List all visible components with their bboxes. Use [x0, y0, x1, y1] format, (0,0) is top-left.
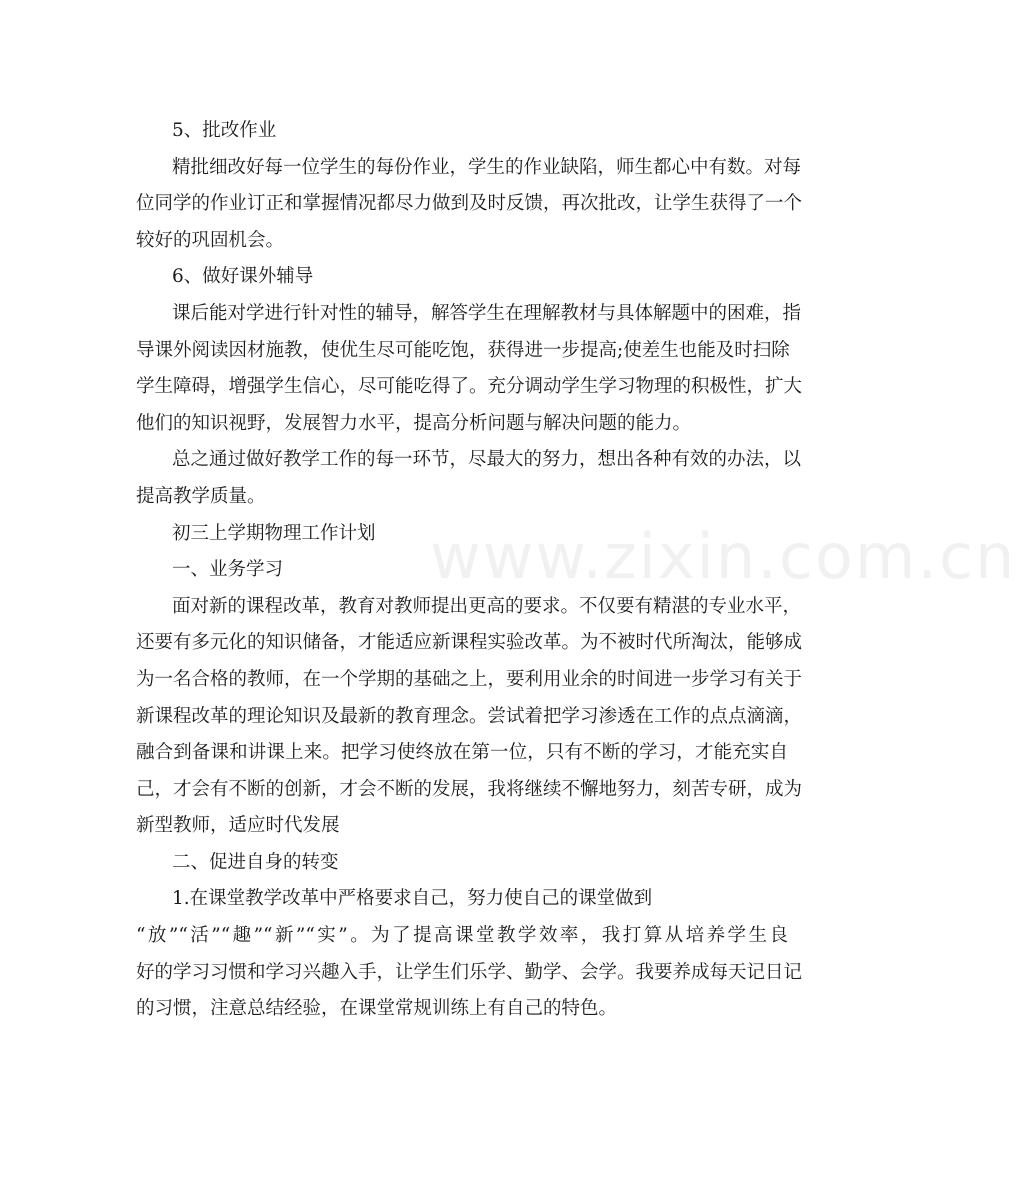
plan-title: 初三上学期物理工作计划 [172, 522, 376, 544]
paragraph-line: 新型教师，适应时代发展 [136, 815, 340, 837]
paragraph-line: 精批细改好每一位学生的每份作业，学生的作业缺陷，师生都心中有数。对每 [172, 156, 802, 178]
paragraph-line: 融合到备课和讲课上来。把学习使终放在第一位，只有不断的学习，才能充实自 [136, 742, 788, 764]
section-plan [136, 516, 803, 845]
paragraph-line: 较好的巩固机会。 [136, 229, 285, 251]
paragraph-line: 好的学习习惯和学习兴趣入手，让学生们乐学、勤学、会学。我要养成每天记日记 [136, 961, 803, 983]
section-tutoring [136, 259, 803, 442]
paragraph-line: 提高教学质量。 [136, 485, 266, 507]
paragraph-line: 新课程改革的理论知识及最新的教育理念。尝试着把学习渗透在工作的点点滴滴， [136, 705, 803, 727]
paragraph-line: 面对新的课程改革，教育对教师提出更高的要求。不仅要有精湛的专业水平， [172, 595, 802, 617]
paragraph-line: 1.在课堂教学改革中严格要求自己，努力使自己的课堂做到 [172, 888, 653, 910]
paragraph-line: 总之通过做好教学工作的每一环节，尽最大的努力，想出各种有效的办法，以 [172, 449, 802, 471]
paragraph-line: “放”“活”“趣”“新”“实”。为了提高课堂教学效率，我打算从培养学生良 [136, 925, 788, 947]
paragraph-line: 导课外阅读因材施教，使优生尽可能吃饱，获得进一步提高;使差生也能及时扫除 [136, 339, 790, 361]
watermark-text: www.zixin.com.cn [430, 520, 1016, 593]
paragraph-line: 课后能对学进行针对性的辅导，解答学生在理解教材与具体解题中的困难，指 [172, 302, 802, 324]
paragraph-line: 他们的知识视野，发展智力水平，提高分析问题与解决问题的能力。 [136, 412, 692, 434]
paragraph-line: 学生障碍，增强学生信心，尽可能吃得了。充分调动学生学习物理的积极性，扩大 [136, 376, 803, 398]
heading-homework: 5、批改作业 [172, 120, 277, 141]
section-summary [136, 442, 802, 515]
paragraph-line: 位同学的作业订正和掌握情况都尽力做到及时反馈，再次批改，让学生获得了一个 [136, 193, 803, 215]
paragraph-line: 己，才会有不断的创新，才会不断的发展，我将继续不懈地努力，刻苦专研，成为 [136, 778, 803, 800]
document-body [136, 113, 803, 1028]
section-homework [136, 113, 803, 259]
paragraph-line: 的习惯，注意总结经验，在课堂常规训练上有自己的特色。 [136, 998, 618, 1020]
paragraph-line: 还要有多元化的知识储备，才能适应新课程实验改革。为不被时代所淘汰，能够成 [136, 632, 803, 654]
heading-transformation: 二、促进自身的转变 [172, 851, 339, 873]
section-transformation [136, 845, 803, 1028]
heading-professional-study: 一、业务学习 [172, 559, 284, 581]
heading-tutoring: 6、做好课外辅导 [172, 266, 314, 288]
paragraph-line: 为一名合格的教师，在一个学期的基础之上，要利用业余的时间进一步学习有关于 [136, 668, 803, 690]
